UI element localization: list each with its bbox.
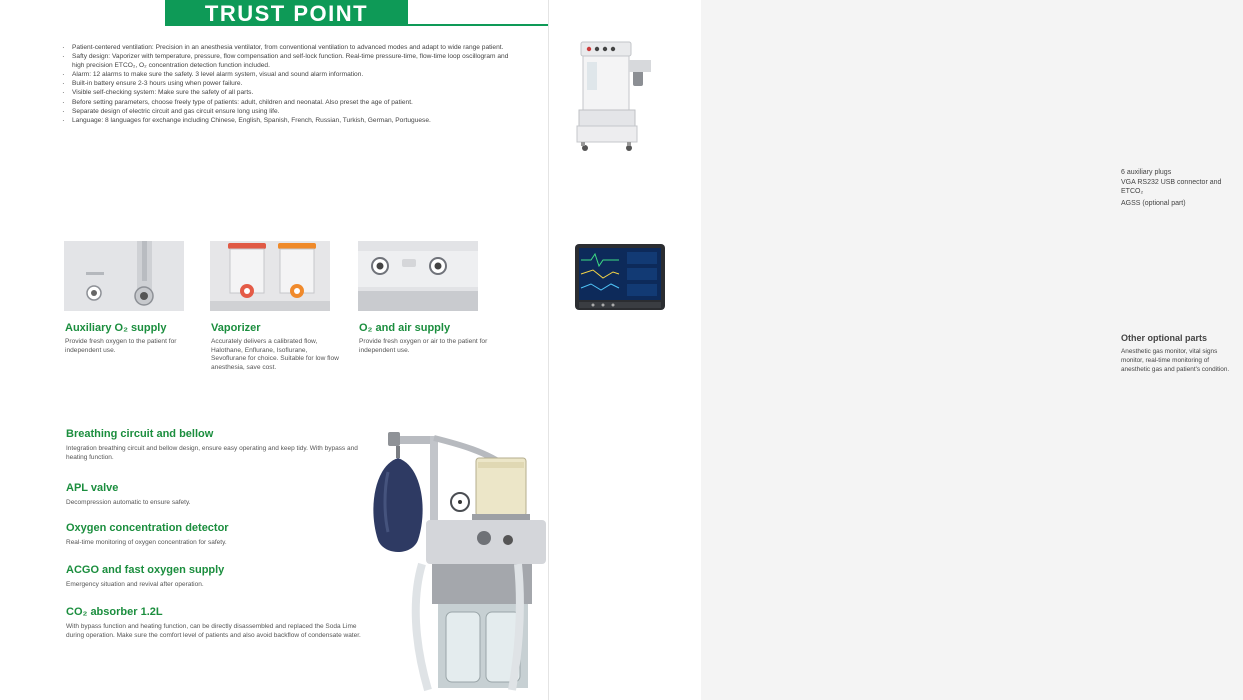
feature-title: Auxiliary O₂ supply xyxy=(65,322,167,334)
sidebar xyxy=(548,0,1230,700)
spec-acgo xyxy=(66,564,376,589)
spec-co2-absorber xyxy=(66,606,376,640)
bullet-item: · Alarm: 12 alarms to make sure the safety. 3 level alarm system, visual and sound alarm information. xyxy=(60,71,520,80)
bullet-item: · Patient-centered ventilation: Precision in an anesthesia ventilator, from conventional ventilation to advanced modes and adapt to wide range patient. xyxy=(60,44,520,53)
optional-parts-title: Other optional parts xyxy=(1121,333,1208,343)
spec-title: ACGO and fast oxygen supply xyxy=(66,564,225,576)
spec-title: APL valve xyxy=(66,482,119,494)
bullet-item: · Visible self-checking system: Make sure the safety of all parts. xyxy=(60,89,520,98)
spec-description: Integration breathing circuit and bellow design, ensure easy operating and keep tidy. With bypass and heating function. xyxy=(66,445,358,461)
patient-monitor-photo xyxy=(573,244,667,318)
spec-description: Emergency situation and revival after operation. xyxy=(66,581,204,588)
machine-feature-line: AGSS (optional part) xyxy=(1121,199,1186,207)
spec-title: Oxygen concentration detector xyxy=(66,522,229,534)
bullet-item: · Built-in battery ensure 2-3 hours using when power failure. xyxy=(60,80,520,89)
vaporizer-photo xyxy=(210,241,330,311)
machine-feature-line: 6 auxiliary plugs xyxy=(1121,169,1172,176)
bullet-item: · Language: 8 languages for exchange including Chinese, English, Spanish, French, Russian, Turkish, German, Portuguese. xyxy=(60,117,520,126)
bullet-item: · Separate design of electric circuit and gas circuit ensure long using life. xyxy=(60,108,520,117)
feature-description: Accurately delivers a calibrated flow, Halothane, Enflurane, Isoflurane, Sevoflurane for choice. Suitable for low flow anesthesia, save cost. xyxy=(211,338,339,371)
spec-title: CO₂ absorber 1.2L xyxy=(66,606,163,618)
machine-feature-line: VGA RS232 USB connector and ETCO₂ xyxy=(1121,178,1222,195)
feature-title: O₂ and air supply xyxy=(359,322,451,334)
spec-breathing-circuit xyxy=(66,428,376,462)
optional-parts-description: Anesthetic gas monitor, vital signs monitor, real-time monitoring of anesthetic gas and patient's condition. xyxy=(1121,348,1230,373)
anesthesia-machine-photo xyxy=(569,36,669,156)
auxiliary-o2-photo xyxy=(64,241,184,311)
feature-title: Vaporizer xyxy=(211,322,261,334)
o2-air-supply-photo xyxy=(358,241,478,311)
bullet-item: · Before setting parameters, choose freely type of patients: adult, children and neonatal. Also preset the age of patient. xyxy=(60,99,520,108)
spec-description: With bypass function and heating function, can be directly disassembled and replaced the Soda Lime during operation. Make sure the comfort level of patients and also avoid backflow of condensate water. xyxy=(66,623,361,639)
feature-bullet-list xyxy=(60,44,520,126)
feature-description: Provide fresh oxygen or air to the patient for independent use. xyxy=(359,338,488,354)
banner-title: TRUST POINT xyxy=(165,0,408,26)
machine-features xyxy=(1121,168,1243,208)
breathing-system-illustration xyxy=(368,428,546,690)
bullet-item: · Safty design: Vaporizer with temperature, pressure, flow compensation and self-lock function. Real-time pressure-time, flow-time loop oscillogram and high precision ETCO₂, O₂ concentration detection function included. xyxy=(60,53,520,70)
spec-description: Decompression automatic to ensure safety. xyxy=(66,499,191,506)
spec-apl-valve xyxy=(66,482,376,507)
spec-description: Real-time monitoring of oxygen concentration for safety. xyxy=(66,539,227,546)
spec-title: Breathing circuit and bellow xyxy=(66,428,214,440)
product-page xyxy=(0,0,548,700)
banner-rule xyxy=(408,24,548,26)
spec-oxygen-detector xyxy=(66,522,376,547)
feature-description: Provide fresh oxygen to the patient for independent use. xyxy=(65,338,177,354)
